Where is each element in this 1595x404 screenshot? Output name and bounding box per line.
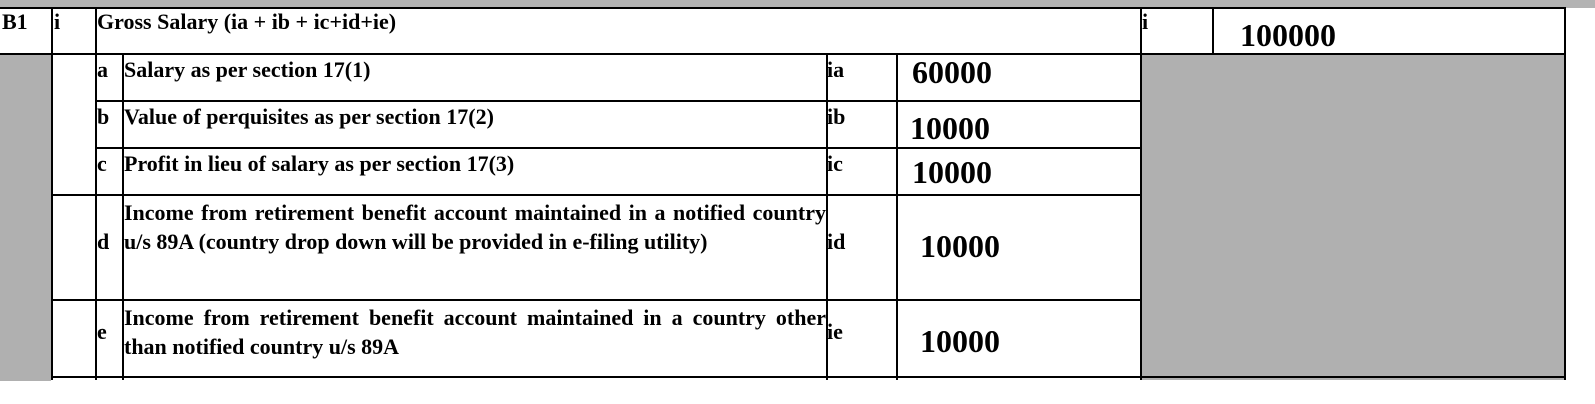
grid-line xyxy=(51,299,1141,301)
grid-line xyxy=(1564,7,1566,380)
field-code: i xyxy=(1142,9,1149,34)
shaded-left-column xyxy=(0,54,51,381)
grid-line xyxy=(51,194,1141,196)
grid-line xyxy=(51,376,1566,378)
grid-line xyxy=(51,7,53,380)
shaded-right-block xyxy=(1141,54,1566,380)
grid-line xyxy=(95,100,1141,102)
field-value: 10000 xyxy=(912,154,992,190)
field-value: 10000 xyxy=(910,110,990,146)
grid-line xyxy=(1212,7,1214,54)
field-code: ib xyxy=(827,104,846,129)
field-value: 10000 xyxy=(920,323,1000,359)
field-code: ie xyxy=(827,319,843,344)
grid-line xyxy=(95,147,1141,149)
grid-line xyxy=(896,53,898,380)
subrow-letter: c xyxy=(97,151,107,176)
field-code: ic xyxy=(827,151,843,176)
grid-line xyxy=(1140,7,1142,380)
row-code: B1 xyxy=(2,9,28,34)
gross-salary-value: 100000 xyxy=(1240,17,1336,53)
row-index: i xyxy=(54,9,61,34)
subrow-letter: d xyxy=(97,229,110,254)
subrow-letter: b xyxy=(97,104,110,129)
field-value: 60000 xyxy=(912,54,992,90)
subrow-label: Value of perquisites as per section 17(2) xyxy=(124,104,494,129)
subrow-label: Income from retirement benefit account maintained in a notified country u/s 89A (country drop down will be provided in e-filing utility) xyxy=(124,200,826,254)
field-code: ia xyxy=(827,57,845,82)
grid-line xyxy=(0,53,1566,55)
subrow-letter: a xyxy=(97,57,108,82)
subrow-letter: e xyxy=(97,319,107,344)
subrow-label: Profit in lieu of salary as per section 17(3) xyxy=(124,151,515,176)
field-code: id xyxy=(827,229,846,254)
subrow-label: Income from retirement benefit account maintained in a country other than notified country u/s 89A xyxy=(124,305,826,359)
subrow-label: Salary as per section 17(1) xyxy=(124,57,371,82)
gross-salary-label: Gross Salary (ia + ib + ic+id+ie) xyxy=(97,9,397,34)
field-value: 10000 xyxy=(920,228,1000,264)
